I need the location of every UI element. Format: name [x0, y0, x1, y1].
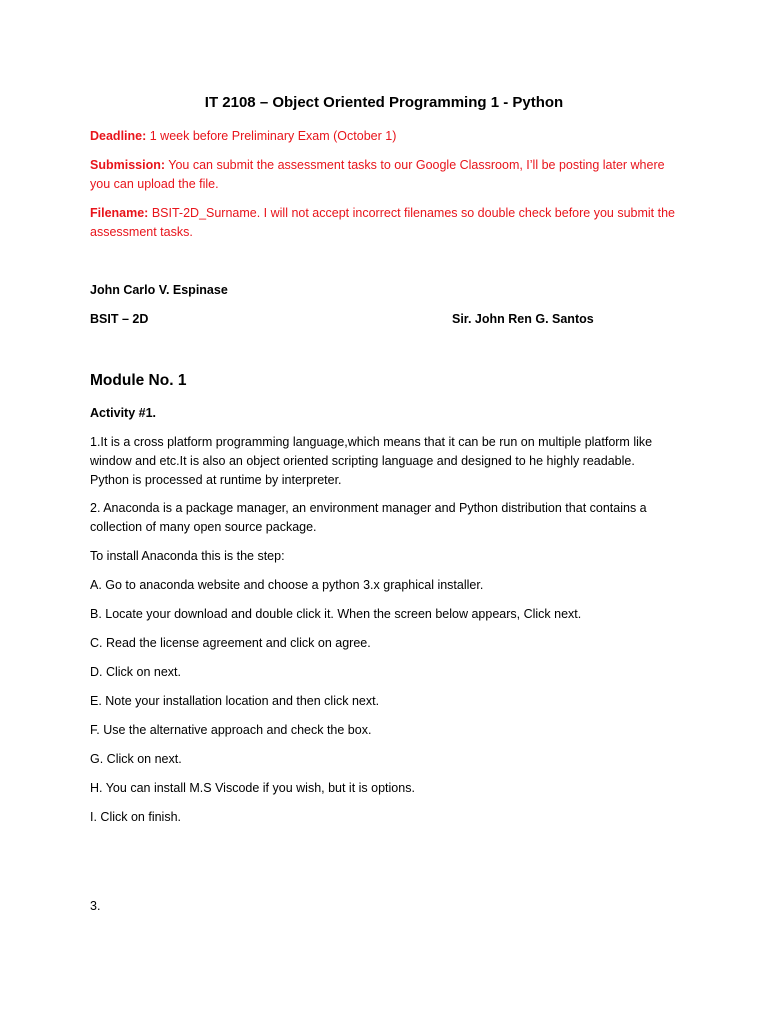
deadline-text: 1 week before Preliminary Exam (October 1) — [146, 129, 397, 143]
answer-2: 2. Anaconda is a package manager, an environment manager and Python distribution that contains a collection of many open source package. — [90, 501, 647, 534]
step-item: I. Click on finish. — [90, 810, 182, 824]
document-title: IT 2108 – Object Oriented Programming 1 - Python — [204, 94, 564, 111]
answer-3: 3. — [90, 899, 101, 913]
filename-label: Filename: — [90, 206, 149, 220]
submission-paragraph — [90, 156, 680, 194]
instructor-name: Sir. John Ren G. Santos — [452, 312, 594, 326]
filename-paragraph — [90, 204, 680, 242]
step-item: C. Read the license agreement and click on agree. — [90, 636, 371, 650]
filename-text: BSIT-2D_Surname. I will not accept incorrect filenames so double check before you submit the assessment tasks. — [90, 206, 676, 239]
submission-label: Submission: — [90, 158, 166, 172]
answer-1: 1.It is a cross platform programming language,which means that it can be run on multiple platform like window and etc.It is also an object oriented scripting language and designed to he highly readable. Python is processed at runtime by interpreter. — [90, 435, 653, 487]
student-name: John Carlo V. Espinase — [90, 283, 228, 297]
module-heading: Module No. 1 — [90, 372, 187, 389]
step-item: A. Go to anaconda website and choose a python 3.x graphical installer. — [90, 578, 484, 592]
submission-text: You can submit the assessment tasks to our Google Classroom, I’ll be posting later where you can upload the file. — [90, 158, 665, 191]
step-item: B. Locate your download and double click it. When the screen below appears, Click next. — [90, 607, 582, 621]
step-item: E. Note your installation location and then click next. — [90, 694, 380, 708]
activity-label: Activity #1. — [90, 406, 157, 420]
step-item: H. You can install M.S Viscode if you wish, but it is options. — [90, 781, 415, 795]
install-intro: To install Anaconda this is the step: — [90, 549, 285, 563]
step-item: F. Use the alternative approach and check the box. — [90, 723, 372, 737]
deadline-label: Deadline: — [90, 129, 147, 143]
section: BSIT – 2D — [90, 312, 149, 326]
step-item: G. Click on next. — [90, 752, 182, 766]
deadline-line — [90, 127, 680, 146]
step-item: D. Click on next. — [90, 665, 182, 679]
